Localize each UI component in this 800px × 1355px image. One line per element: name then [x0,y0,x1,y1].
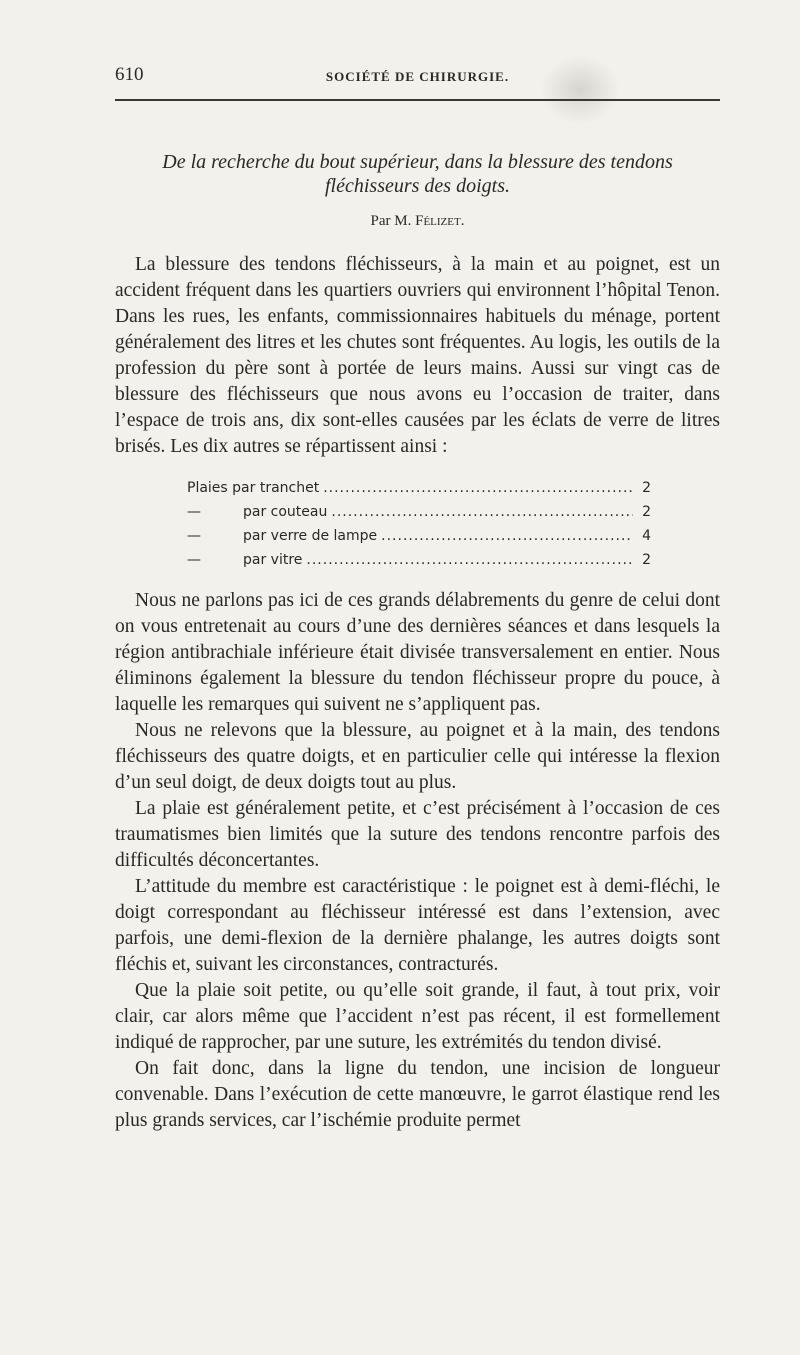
table-row-count: 2 [642,504,651,520]
leader-dots [306,548,633,572]
paragraph-7: On fait donc, dans la ligne du tendon, une incision de longueur convenable. Dans l’exécution de cette manœuvre, le garrot élastique rend les plus grands services, car l’ischémie produite permet [115,1058,720,1131]
wound-table [187,476,651,572]
table-row-count: 2 [642,552,651,568]
table-row-count: 2 [642,480,651,496]
table-row-label: — par couteau [187,500,327,524]
table-row [187,548,651,572]
byline-prefix: Par M. [370,213,412,229]
table-row-label: — par verre de lampe [187,524,377,548]
paragraph-3: Nous ne relevons que la blessure, au poignet et à la main, des tendons fléchisseurs des quatre doigts, et en particulier celle qui intéresse la flexion d’un seul doigt, de deux doigts tout au plus. [115,720,720,793]
ditto-dash: — [187,552,201,568]
table-row-label: Plaies par tranchet [187,480,320,496]
page-number: 610 [115,64,144,85]
paragraph-4: La plaie est généralement petite, et c’est précisément à l’occasion de ces traumatismes bien limités que la suture des tendons rencontre parfois des difficultés déconcertantes. [115,798,720,871]
table-row [187,500,651,524]
table-row [187,524,651,548]
header-rule [115,99,720,101]
article-body [115,252,720,1134]
page-header [115,64,720,94]
table-row-label: — par vitre [187,548,302,572]
leader-dots [381,524,633,548]
table-row-count: 4 [642,528,651,544]
byline [115,213,720,230]
ditto-dash: — [187,528,201,544]
byline-author: Félizet. [415,213,465,229]
leader-dots [331,500,633,524]
paragraph-6: Que la plaie soit petite, ou qu’elle soit grande, il faut, à tout prix, voir clair, car alors même que l’accident n’est pas récent, il est formellement indiqué de rapprocher, par une suture, les extrémités du tendon divisé. [115,980,720,1053]
paragraph-2: Nous ne parlons pas ici de ces grands délabrements du genre de celui dont on vous entretenait au cours d’une des dernières séances et dans lesquels la région antibrachiale inférieure était divisée transversalement en entier. Nous éliminons également la blessure du tendon fléchisseur propre du pouce, à laquelle les remarques qui suivent ne s’appliquent pas. [115,590,720,715]
ditto-dash: — [187,504,201,520]
title-line-1: De la recherche du bout supérieur, dans la blessure des tendons [162,151,673,173]
article-title [115,150,720,198]
table-row [187,476,651,500]
paragraph-5: L’attitude du membre est caractéristique : le poignet est à demi-fléchi, le doigt correspondant au fléchisseur intéressé est dans l’extension, avec parfois, une demi-flexion de la dernière phalange, les autres doigts sont fléchis et, suivant les circonstances, contracturés. [115,876,720,975]
running-title: SOCIÉTÉ DE CHIRURGIE. [325,69,510,84]
leader-dots [323,476,633,500]
title-line-2: fléchisseurs des doigts. [325,175,510,197]
paragraph-1: La blessure des tendons fléchisseurs, à la main et au poignet, est un accident fréquent dans les quartiers ouvriers qui environnent l’hôpital Tenon. Dans les rues, les enfants, commissionnaires habituels du ménage, portent généralement des litres et les chutes sont fréquentes. Au logis, les outils de la profession du père sont à portée de leurs mains. Aussi sur vingt cas de blessure des fléchisseurs que nous avons eu l’occasion de traiter, dans l’espace de trois ans, dix sont-elles causées par les éclats de verre de litres brisés. Les dix autres se répartissent ainsi : [115,254,720,457]
